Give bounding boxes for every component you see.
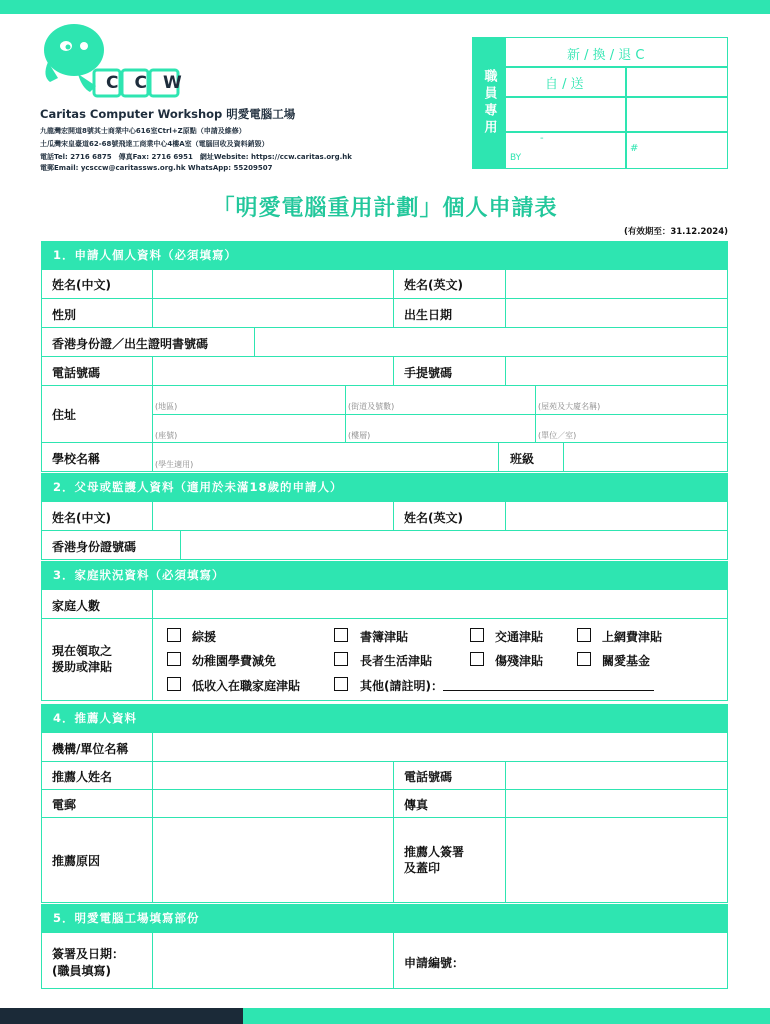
logo-text: CCW	[106, 73, 198, 93]
option-cssa: 綜援	[192, 630, 217, 644]
referrer-org-field[interactable]	[152, 732, 728, 762]
form-title: 「明愛電腦重用計劃」個人申請表	[212, 196, 558, 221]
label-guardian-name-zh: 姓名(中文)	[52, 511, 111, 525]
mobile-field[interactable]	[505, 356, 728, 386]
label-address: 住址	[52, 408, 77, 422]
hint-school: (學生適用)	[155, 460, 194, 469]
guardian-name-en-field[interactable]	[505, 501, 728, 531]
org-address-1: 九龍灣宏開道8號其士商業中心616室Ctrl+Z原點（申請及維修）	[40, 127, 246, 135]
label-referrer-email: 電郵	[52, 798, 77, 812]
option-internet: 上網費津貼	[602, 630, 663, 644]
org-contact: 電話Tel: 2716 6875 傳真Fax: 2716 6951 網址Website: https://ccw.caritas.org.hk	[40, 153, 352, 161]
checkbox-cssa[interactable]	[167, 628, 181, 642]
label-guardian-hkid: 香港身份證號碼	[52, 540, 137, 554]
class-field[interactable]	[563, 442, 728, 472]
checkbox-internet[interactable]	[577, 628, 591, 642]
hint-building: (屋苑及大廈名稱)	[538, 402, 601, 411]
label-subsidy-1: 現在領取之	[52, 644, 113, 658]
org-name: Caritas Computer Workshop 明愛電腦工場	[40, 107, 296, 121]
checkbox-disability[interactable]	[470, 652, 484, 666]
label-subsidy-2: 援助或津貼	[52, 660, 113, 674]
checkbox-kindergarten[interactable]	[167, 652, 181, 666]
label-dob: 出生日期	[404, 308, 453, 322]
checkbox-elderly[interactable]	[334, 652, 348, 666]
label-referrer-sign-1: 推薦人簽署	[404, 845, 465, 859]
hint-street: (街道及號數)	[348, 402, 395, 411]
referrer-fax-field[interactable]	[505, 789, 728, 818]
referrer-signature-field[interactable]	[505, 817, 728, 903]
staff-by: BY	[510, 153, 522, 163]
org-email: 電郵Email: ycsccw@caritassws.org.hk WhatsApp: 55209507	[40, 164, 273, 172]
label-staff-sign-2: (職員填寫)	[52, 964, 111, 978]
ccw-logo	[38, 22, 198, 102]
label-name-en: 姓名(英文)	[404, 278, 463, 292]
hint-district: (地區)	[155, 402, 178, 411]
option-transport: 交通津貼	[495, 630, 544, 644]
staff-delivery: 自 / 送	[545, 77, 584, 92]
checkbox-low-income[interactable]	[167, 677, 181, 691]
label-referrer-phone: 電話號碼	[404, 770, 453, 784]
section-3-header: 3．家庭狀況資料（必須填寫）	[41, 561, 728, 589]
label-mobile: 手提號碼	[404, 366, 453, 380]
checkbox-community-care[interactable]	[577, 652, 591, 666]
school-field[interactable]	[152, 442, 499, 472]
label-gender: 性別	[52, 308, 77, 322]
option-low-income: 低收入在職家庭津貼	[192, 679, 301, 693]
referrer-name-field[interactable]	[152, 761, 394, 790]
referrer-email-field[interactable]	[152, 789, 394, 818]
district-field[interactable]	[152, 385, 346, 415]
option-other: 其他(請註明)：	[360, 679, 443, 693]
checkbox-transport[interactable]	[470, 628, 484, 642]
option-kindergarten: 幼稚園學費減免	[192, 654, 277, 668]
checkbox-textbook[interactable]	[334, 628, 348, 642]
hint-floor: (樓層)	[348, 431, 371, 440]
label-name-zh: 姓名(中文)	[52, 278, 111, 292]
org-address-2: 土瓜灣宋皇臺道62-68號飛達工商業中心4樓A室（電腦回收及資料銷毀）	[40, 140, 269, 148]
checkbox-other[interactable]	[334, 677, 348, 691]
dob-field[interactable]	[505, 298, 728, 328]
label-staff-sign-1: 簽署及日期：	[52, 947, 125, 961]
guardian-name-zh-field[interactable]	[152, 501, 394, 531]
label-class: 班級	[510, 452, 535, 466]
guardian-hkid-field[interactable]	[180, 530, 728, 560]
label-household-size: 家庭人數	[52, 599, 101, 613]
label-referrer-name: 推薦人姓名	[52, 770, 113, 784]
label-phone: 電話號碼	[52, 366, 101, 380]
option-textbook: 書簿津貼	[360, 630, 409, 644]
bottom-dark-bar	[0, 1008, 243, 1024]
referrer-phone-field[interactable]	[505, 761, 728, 790]
option-disability: 傷殘津貼	[495, 654, 544, 668]
staff-dash: -	[540, 133, 544, 144]
label-application-number: 申請編號：	[404, 956, 465, 970]
option-elderly: 長者生活津貼	[360, 654, 433, 668]
section-2-header: 2．父母或監護人資料（適用於未滿18歲的申請人）	[41, 473, 728, 501]
label-referrer-fax: 傳真	[404, 798, 429, 812]
validity-date: (有效期至：31.12.2024)	[623, 227, 728, 237]
section-5-header: 5．明愛電腦工場填寫部份	[41, 904, 728, 932]
label-referral-reason: 推薦原因	[52, 854, 101, 868]
label-referrer-sign-2: 及蓋印	[404, 861, 441, 875]
gender-field[interactable]	[152, 298, 394, 328]
section-4-header: 4．推薦人資料	[41, 704, 728, 732]
hint-block: (座號)	[155, 431, 178, 440]
hint-unit: (單位／室)	[538, 431, 577, 440]
label-hkid: 香港身份證／出生證明書號碼	[52, 337, 209, 351]
staff-hash: #	[630, 143, 639, 154]
applicant-name-en-field[interactable]	[505, 269, 728, 299]
hkid-field[interactable]	[254, 327, 728, 357]
applicant-name-zh-field[interactable]	[152, 269, 394, 299]
staff-status: 新 / 換 / 退 C	[567, 48, 645, 63]
section-1-header: 1．申請人個人資料（必須填寫）	[41, 241, 728, 269]
other-specify-line[interactable]	[443, 690, 654, 691]
floor-field[interactable]	[345, 414, 536, 443]
label-school: 學校名稱	[52, 452, 101, 466]
staff-signature-field[interactable]	[152, 932, 394, 989]
staff-use-label: 職員專用	[472, 37, 506, 169]
household-size-field[interactable]	[152, 589, 728, 619]
phone-field[interactable]	[152, 356, 394, 386]
referral-reason-field[interactable]	[152, 817, 394, 903]
block-field[interactable]	[152, 414, 346, 443]
top-accent-bar	[0, 0, 770, 14]
bottom-accent-bar	[243, 1008, 770, 1024]
option-community-care: 關愛基金	[602, 654, 651, 668]
label-guardian-name-en: 姓名(英文)	[404, 511, 463, 525]
label-referrer-org: 機構/單位名稱	[52, 742, 129, 756]
